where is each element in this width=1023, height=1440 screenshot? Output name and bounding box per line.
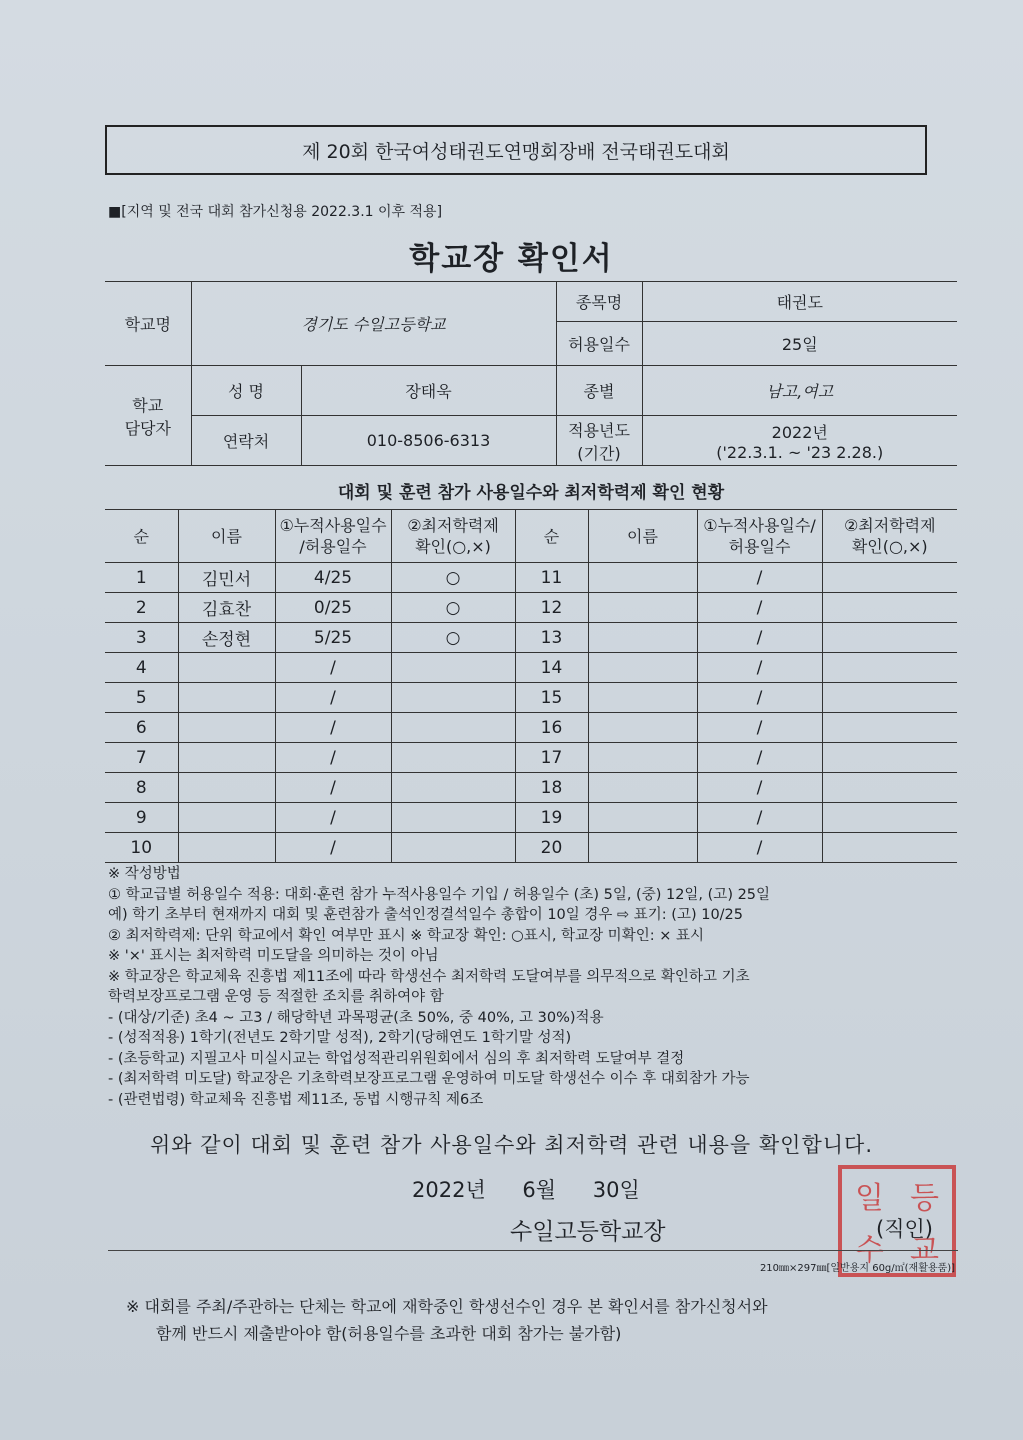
table-cell: / [697,713,822,743]
table-cell: / [697,683,822,713]
table-cell: 1 [105,563,178,593]
table-cell [822,773,957,803]
table-cell: 5 [105,683,178,713]
table-cell: 7 [105,743,178,773]
table-cell: 5/25 [275,623,391,653]
table-cell: / [697,833,822,863]
note-line: ※ 작성방법 [108,866,181,882]
table-cell [178,833,275,863]
table-cell [391,653,515,683]
name-label: 성 명 [191,366,301,416]
col-days: ①누적사용일수 /허용일수 [275,510,391,563]
category-label: 종별 [556,366,642,416]
days-value: 25일 [642,322,957,366]
table-row [105,683,957,713]
table-row [105,623,957,653]
table-cell [822,713,957,743]
table-cell: 13 [515,623,588,653]
table-cell: / [275,773,391,803]
table-cell [391,773,515,803]
principal-name: 수일고등학교장 [510,1219,666,1245]
paper-spec: 210㎜×297㎜[일반용지 60g/㎡(재활용품)] [759,1263,955,1274]
table-row [105,743,957,773]
confirmation-statement: 위와 같이 대회 및 훈련 참가 사용일수와 최저학력 관련 내용을 확인합니다. [149,1133,873,1157]
table-cell [178,743,275,773]
table-row [105,653,957,683]
table-cell: 19 [515,803,588,833]
table-cell [391,713,515,743]
table-cell: 4 [105,653,178,683]
table-cell [822,743,957,773]
table-cell [588,683,697,713]
table-cell: / [275,743,391,773]
table-cell: 10 [105,833,178,863]
category-value: 남고,여고 [642,366,957,416]
note-line: - (관련법령) 학교체육 진흥법 제11조, 동법 시행규칙 제6조 [108,1091,484,1108]
table-cell: ○ [391,593,515,623]
table-cell [588,713,697,743]
usage-note: ■[지역 및 전국 대회 참가신청용 2022.3.1 이후 적용] [108,204,443,220]
signing-date: 2022년 6월 30일 [412,1178,640,1202]
days-label: 허용일수 [556,322,642,366]
school-label: 학교명 [105,282,191,366]
table-cell [822,653,957,683]
table-cell [391,743,515,773]
table-cell [178,653,275,683]
table-cell: 김효찬 [178,593,275,623]
note-line: - (성적적용) 1학기(전년도 2학기말 성적), 2학기(당해연도 1학기말 성적) [108,1030,572,1046]
event-title-box [105,125,927,175]
table-cell [391,683,515,713]
note-line: ※ '×' 표시는 최저학력 미도달을 의미하는 것이 아님 [108,948,439,964]
table-cell: 0/25 [275,593,391,623]
table-cell: / [697,773,822,803]
table-cell: / [275,803,391,833]
table-cell [588,653,697,683]
table-cell: / [275,683,391,713]
table-cell: / [275,713,391,743]
note-line: - (최저학력 미도달) 학교장은 기초학력보장프로그램 운영하여 미도달 학생선수 이수 후 대회참가 가능 [108,1071,750,1087]
table-cell [391,803,515,833]
status-section-title: 대회 및 훈련 참가 사용일수와 최저학력제 확인 현황 [337,483,725,503]
table-row [105,593,957,623]
table-cell [391,833,515,863]
table-cell: 9 [105,803,178,833]
table-cell [588,803,697,833]
table-cell: ○ [391,623,515,653]
table-cell [588,743,697,773]
table-cell: 4/25 [275,563,391,593]
table-row [105,773,957,803]
table-cell [588,623,697,653]
table-cell [822,623,957,653]
table-cell: ○ [391,563,515,593]
table-cell [822,833,957,863]
note-line: - (초등학교) 지필고사 미실시교는 학업성적관리위원회에서 심의 후 최저학력 도달여부 결정 [108,1050,685,1067]
event-label: 종목명 [556,282,642,322]
manager-label: 학교 담당자 [105,366,191,466]
table-cell: 14 [515,653,588,683]
note-line: 학력보장프로그램 운영 등 적절한 조치를 취하여야 함 [108,989,444,1005]
table-cell [178,683,275,713]
table-cell: / [697,563,822,593]
contact-label: 연락처 [191,416,301,466]
table-cell [178,803,275,833]
table-cell: 17 [515,743,588,773]
table-row [105,803,957,833]
table-cell: / [275,833,391,863]
table-cell: / [697,623,822,653]
table-cell: 손정현 [178,623,275,653]
table-cell: / [275,653,391,683]
seal-label: (직인) [876,1217,933,1241]
status-header-row [105,510,957,563]
note-line: ① 학교급별 허용일수 적용: 대회·훈련 참가 누적사용일수 기입 / 허용일수 (초) 5일, (중) 12일, (고) 25일 [108,886,771,903]
col-no: 순 [105,510,178,563]
table-cell: / [697,743,822,773]
table-cell [588,593,697,623]
table-cell: 김민서 [178,563,275,593]
col-name: 이름 [178,510,275,563]
table-cell [178,713,275,743]
note-line: - (대상/기준) 초4 ~ 고3 / 해당학년 과목평균(초 50%, 중 40%, 고 30%)적용 [108,1009,604,1026]
col-check: ②최저학력제 확인(○,×) [391,510,515,563]
table-cell: 20 [515,833,588,863]
table-row [105,833,957,863]
status-table [105,509,957,863]
table-cell: 6 [105,713,178,743]
name-value: 장태욱 [301,366,556,416]
year-label: 적용년도 (기간) [556,416,642,466]
table-cell [822,593,957,623]
table-cell: / [697,803,822,833]
note-line: 예) 학기 초부터 현재까지 대회 및 훈련참가 출석인정결석일수 총합이 10일 경우 ⇨ 표기: (고) 10/25 [108,907,744,923]
table-cell: 18 [515,773,588,803]
contact-value: 010-8506-6313 [301,416,556,466]
col-no-right: 순 [515,510,588,563]
note-line: ② 최저학력제: 단위 학교에서 확인 여부만 표시 ※ 학교장 확인: ○표시, 학교장 미확인: × 표시 [108,927,704,944]
table-cell: 15 [515,683,588,713]
table-cell [588,773,697,803]
table-cell: 11 [515,563,588,593]
writing-instructions [108,864,978,1110]
event-title: 제 20회 한국여성태권도연맹회장배 전국태권도대회 [302,140,730,163]
year-value: 2022년 ('22.3.1. ~ '23 2.28.) [642,416,957,466]
table-cell: 2 [105,593,178,623]
table-row [105,713,957,743]
school-value: 경기도 수일고등학교 [191,282,556,366]
official-seal-stamp: 일 등 수 교 [838,1165,956,1277]
table-cell [588,833,697,863]
note-line: ※ 학교장은 학교체육 진흥법 제11조에 따라 학생선수 최저학력 도달여부를 의무적으로 확인하고 기초 [108,968,750,985]
col-days-right: ①누적사용일수/ 허용일수 [697,510,822,563]
table-cell [822,563,957,593]
footer-note: ※ 대회를 주최/주관하는 단체는 학교에 재학중인 학생선수인 경우 본 확인서를 참가신청서와 함께 반드시 제출받아야 함(허용일수를 초과한 대회 참가는 불가함) [126,1297,768,1343]
col-check-right: ②최저학력제 확인(○,×) [822,510,957,563]
table-cell: 12 [515,593,588,623]
col-name-right: 이름 [588,510,697,563]
event-value: 태권도 [642,282,957,322]
table-cell [822,683,957,713]
table-cell [822,803,957,833]
table-cell: / [697,653,822,683]
table-cell: / [697,593,822,623]
table-cell: 3 [105,623,178,653]
table-cell [178,773,275,803]
table-cell: 8 [105,773,178,803]
divider [108,1250,958,1251]
table-cell: 16 [515,713,588,743]
school-info-table [105,281,957,466]
table-row [105,563,957,593]
table-cell [588,563,697,593]
document-title: 학교장 확인서 [409,241,614,277]
